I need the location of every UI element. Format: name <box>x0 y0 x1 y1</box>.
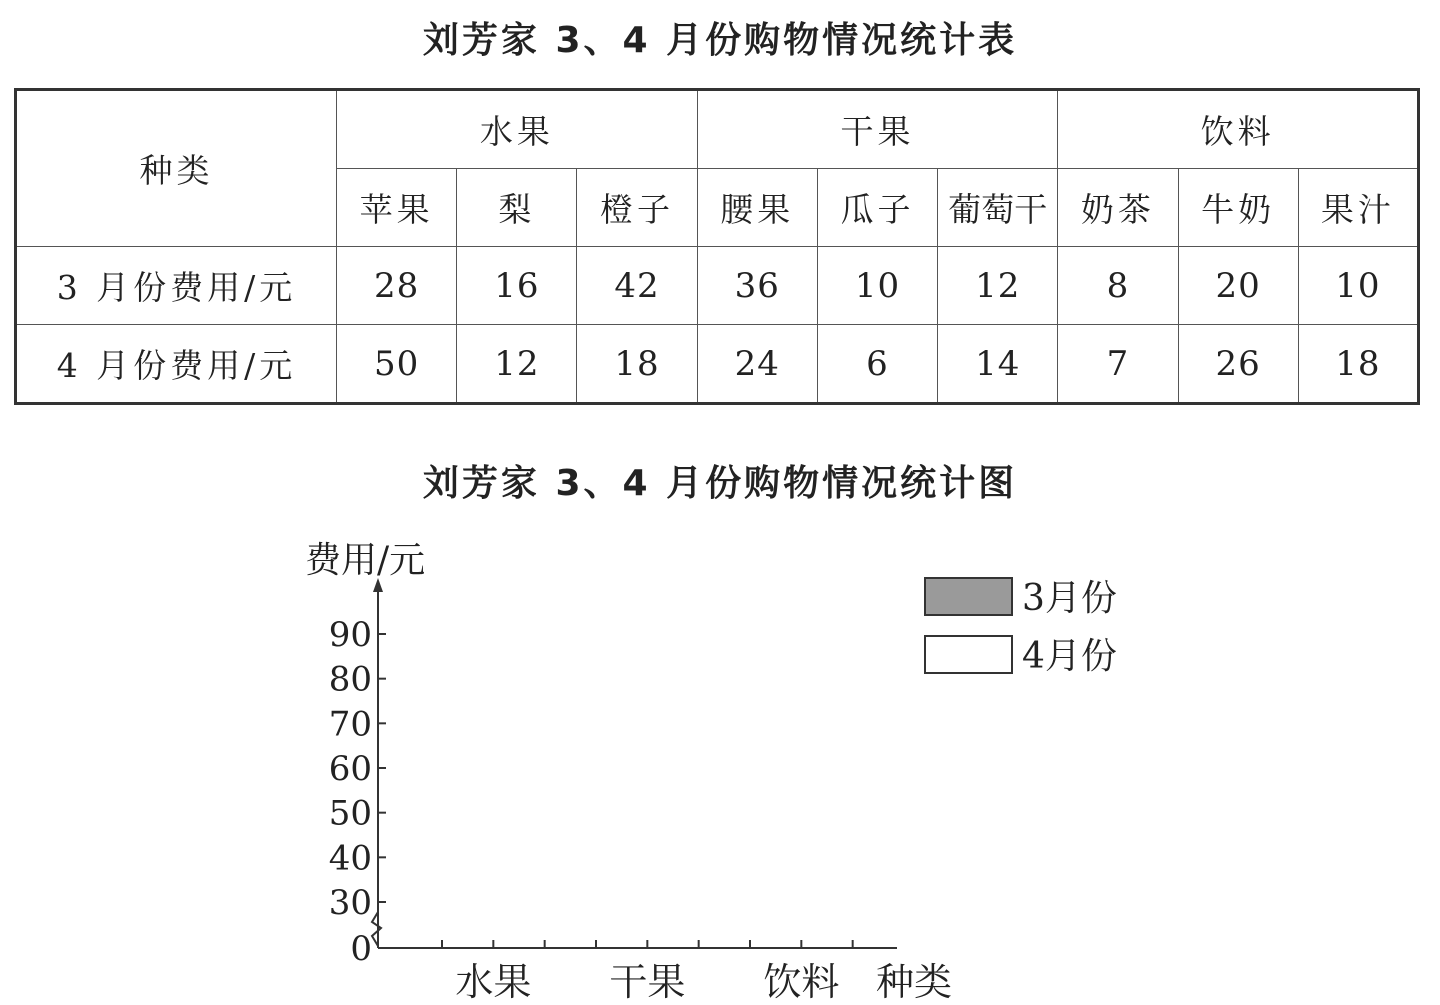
table-cell: 10 <box>817 247 937 325</box>
corner-cell: 种类 <box>16 90 337 247</box>
table-cell: 42 <box>577 247 697 325</box>
legend-swatch <box>925 636 1012 673</box>
y-tick-label: 60 <box>328 749 372 789</box>
x-tick-label: 饮料 <box>763 960 840 1004</box>
item-header: 苹果 <box>337 169 457 247</box>
table-cell: 10 <box>1298 247 1418 325</box>
y-tick-label: 30 <box>328 883 372 923</box>
legend-swatch <box>925 578 1012 615</box>
group-header-fruit: 水果 <box>337 90 698 169</box>
table-cell: 14 <box>938 325 1058 404</box>
item-header: 奶茶 <box>1058 169 1178 247</box>
table-cell: 18 <box>577 325 697 404</box>
y-tick-label: 50 <box>328 793 372 834</box>
table-cell: 7 <box>1058 325 1178 404</box>
table-cell: 12 <box>938 247 1058 325</box>
table-title: 刘芳家 3、4 月份购物情况统计表 <box>422 20 1018 61</box>
legend <box>925 578 1117 677</box>
x-axis-label: 种类 <box>876 960 953 1004</box>
table-cell: 16 <box>457 247 577 325</box>
y-axis-label: 费用/元 <box>305 540 426 581</box>
chart-ticks <box>329 615 853 1004</box>
item-header: 瓜子 <box>817 169 937 247</box>
item-header: 橙子 <box>577 169 697 247</box>
table-cell: 8 <box>1058 247 1178 325</box>
chart-title: 刘芳家 3、4 月份购物情况统计图 <box>422 463 1018 504</box>
x-tick-label: 水果 <box>455 960 532 1004</box>
table-cell: 36 <box>697 247 817 325</box>
x-tick-label: 干果 <box>609 960 686 1004</box>
table-cell: 28 <box>337 247 457 325</box>
legend-label: 3月份 <box>1022 578 1117 619</box>
item-header: 牛奶 <box>1178 169 1298 247</box>
table-cell: 24 <box>697 325 817 404</box>
row-label: 4 月份费用/元 <box>16 325 337 404</box>
table-cell: 6 <box>817 325 937 404</box>
table-cell: 20 <box>1178 247 1298 325</box>
table-cell: 26 <box>1178 325 1298 404</box>
y-tick-label: 90 <box>328 615 372 655</box>
group-header-nuts: 干果 <box>697 90 1058 169</box>
legend-label: 4月份 <box>1022 636 1117 677</box>
axis-break <box>372 912 381 946</box>
table-cell: 50 <box>337 325 457 404</box>
item-header: 梨 <box>457 169 577 247</box>
y-tick-label: 0 <box>350 929 372 969</box>
y-tick-label: 80 <box>328 659 372 700</box>
item-header: 葡萄干 <box>938 169 1058 247</box>
group-header-drinks: 饮料 <box>1058 90 1419 169</box>
y-tick-label: 40 <box>328 838 372 879</box>
row-label: 3 月份费用/元 <box>16 247 337 325</box>
table-cell: 18 <box>1298 325 1418 404</box>
y-tick-label: 70 <box>328 704 372 745</box>
item-header: 果汁 <box>1298 169 1418 247</box>
item-header: 腰果 <box>697 169 817 247</box>
chart-axes <box>305 540 952 1004</box>
table-cell: 12 <box>457 325 577 404</box>
